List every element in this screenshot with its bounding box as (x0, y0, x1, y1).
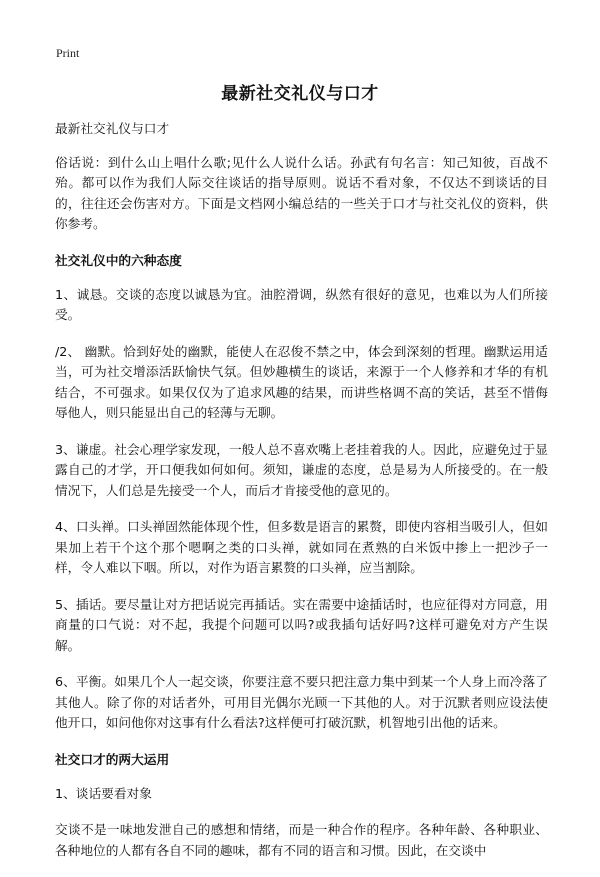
section-heading-eloquence: 社交口才的两大运用 (55, 751, 170, 767)
attitude-item-sincere: 1、诚恳。交谈的态度以诚恳为宜。油腔滑调，纵然有很好的意见，也难以为人们所接受。 (55, 286, 548, 322)
attitude-item-balance: 6、平衡。如果几个人一起交谈，你要注意不要只把注意力集中到某一个人身上而冷落了其他人。除了你的对话者外，可用目光偶尔光顾一下其他的人。对于沉默者则应设法使他开口，如问他你对这事有什么看法?这样便可打破沉默，机智地引出他的话来。 (55, 674, 548, 730)
document-title: 最新社交礼仪与口才 (221, 84, 379, 104)
document-subtitle: 最新社交礼仪与口才 (55, 121, 170, 136)
attitude-item-humor: /2、 幽默。恰到好处的幽默，能使人在忍俊不禁之中，体会到深刻的哲理。幽默运用适当，可为社交增添活跃愉快气氛。但妙趣横生的谈话，来源于一个人修养和才华的有机结合，不可强求。如果仅仅为了追求风趣的结果，而讲些格调不高的笑话，甚至不惜侮辱他人，则只能显出自己的轻薄与无聊。 (55, 343, 548, 420)
section-heading-attitudes: 社交礼仪中的六种态度 (55, 252, 182, 268)
eloquence-paragraph: 交谈不是一味地发泄自己的感想和情绪，而是一种合作的程序。各种年龄、各种职业、各种地位的人都有各自不同的趣味，都有不同的语言和习惯。因此，在交谈中 (55, 822, 548, 858)
attitude-item-interrupt: 5、插话。要尽量让对方把话说完再插话。实在需要中途插话时，也应征得对方同意，用商量的口气说：对不起，我提个问题可以吗?或我插句话好吗?这样可避免对方产生误解。 (55, 596, 548, 653)
print-link[interactable]: Print (56, 46, 80, 60)
document-body (55, 119, 548, 877)
attitude-item-catchphrase: 4、口头禅。口头禅固然能体现个性，但多数是语言的累赘，即使内容相当吸引人，但如果加上若干个这个那个嗯啊之类的口头禅，就如同在煮熟的白米饭中掺上一把沙子一样，令人难以下咽。所以，对作为语言累赘的口头禅，应当割除。 (55, 519, 548, 575)
eloquence-item-audience: 1、谈话要看对象 (55, 785, 152, 801)
intro-paragraph: 俗话说：到什么山上唱什么歌;见什么人说什么话。孙武有句名言：知己知彼，百战不殆。都可以作为我们人际交往谈话的指导原则。说话不看对象，不仅达不到谈话的目的，往往还会伤害对方。下面是文档网小编总结的一些关于口才与社交礼仪的资料，供你参考。 (55, 154, 548, 231)
attitude-item-modesty: 3、谦虚。社会心理学家发现，一般人总不喜欢嘴上老挂着我的人。因此，应避免过于显露自己的才学，开口便我如何如何。须知，谦虚的态度，总是易为人所接受的。在一般情况下，人们总是先接受一个人，而后才肯接受他的意见的。 (55, 441, 548, 498)
